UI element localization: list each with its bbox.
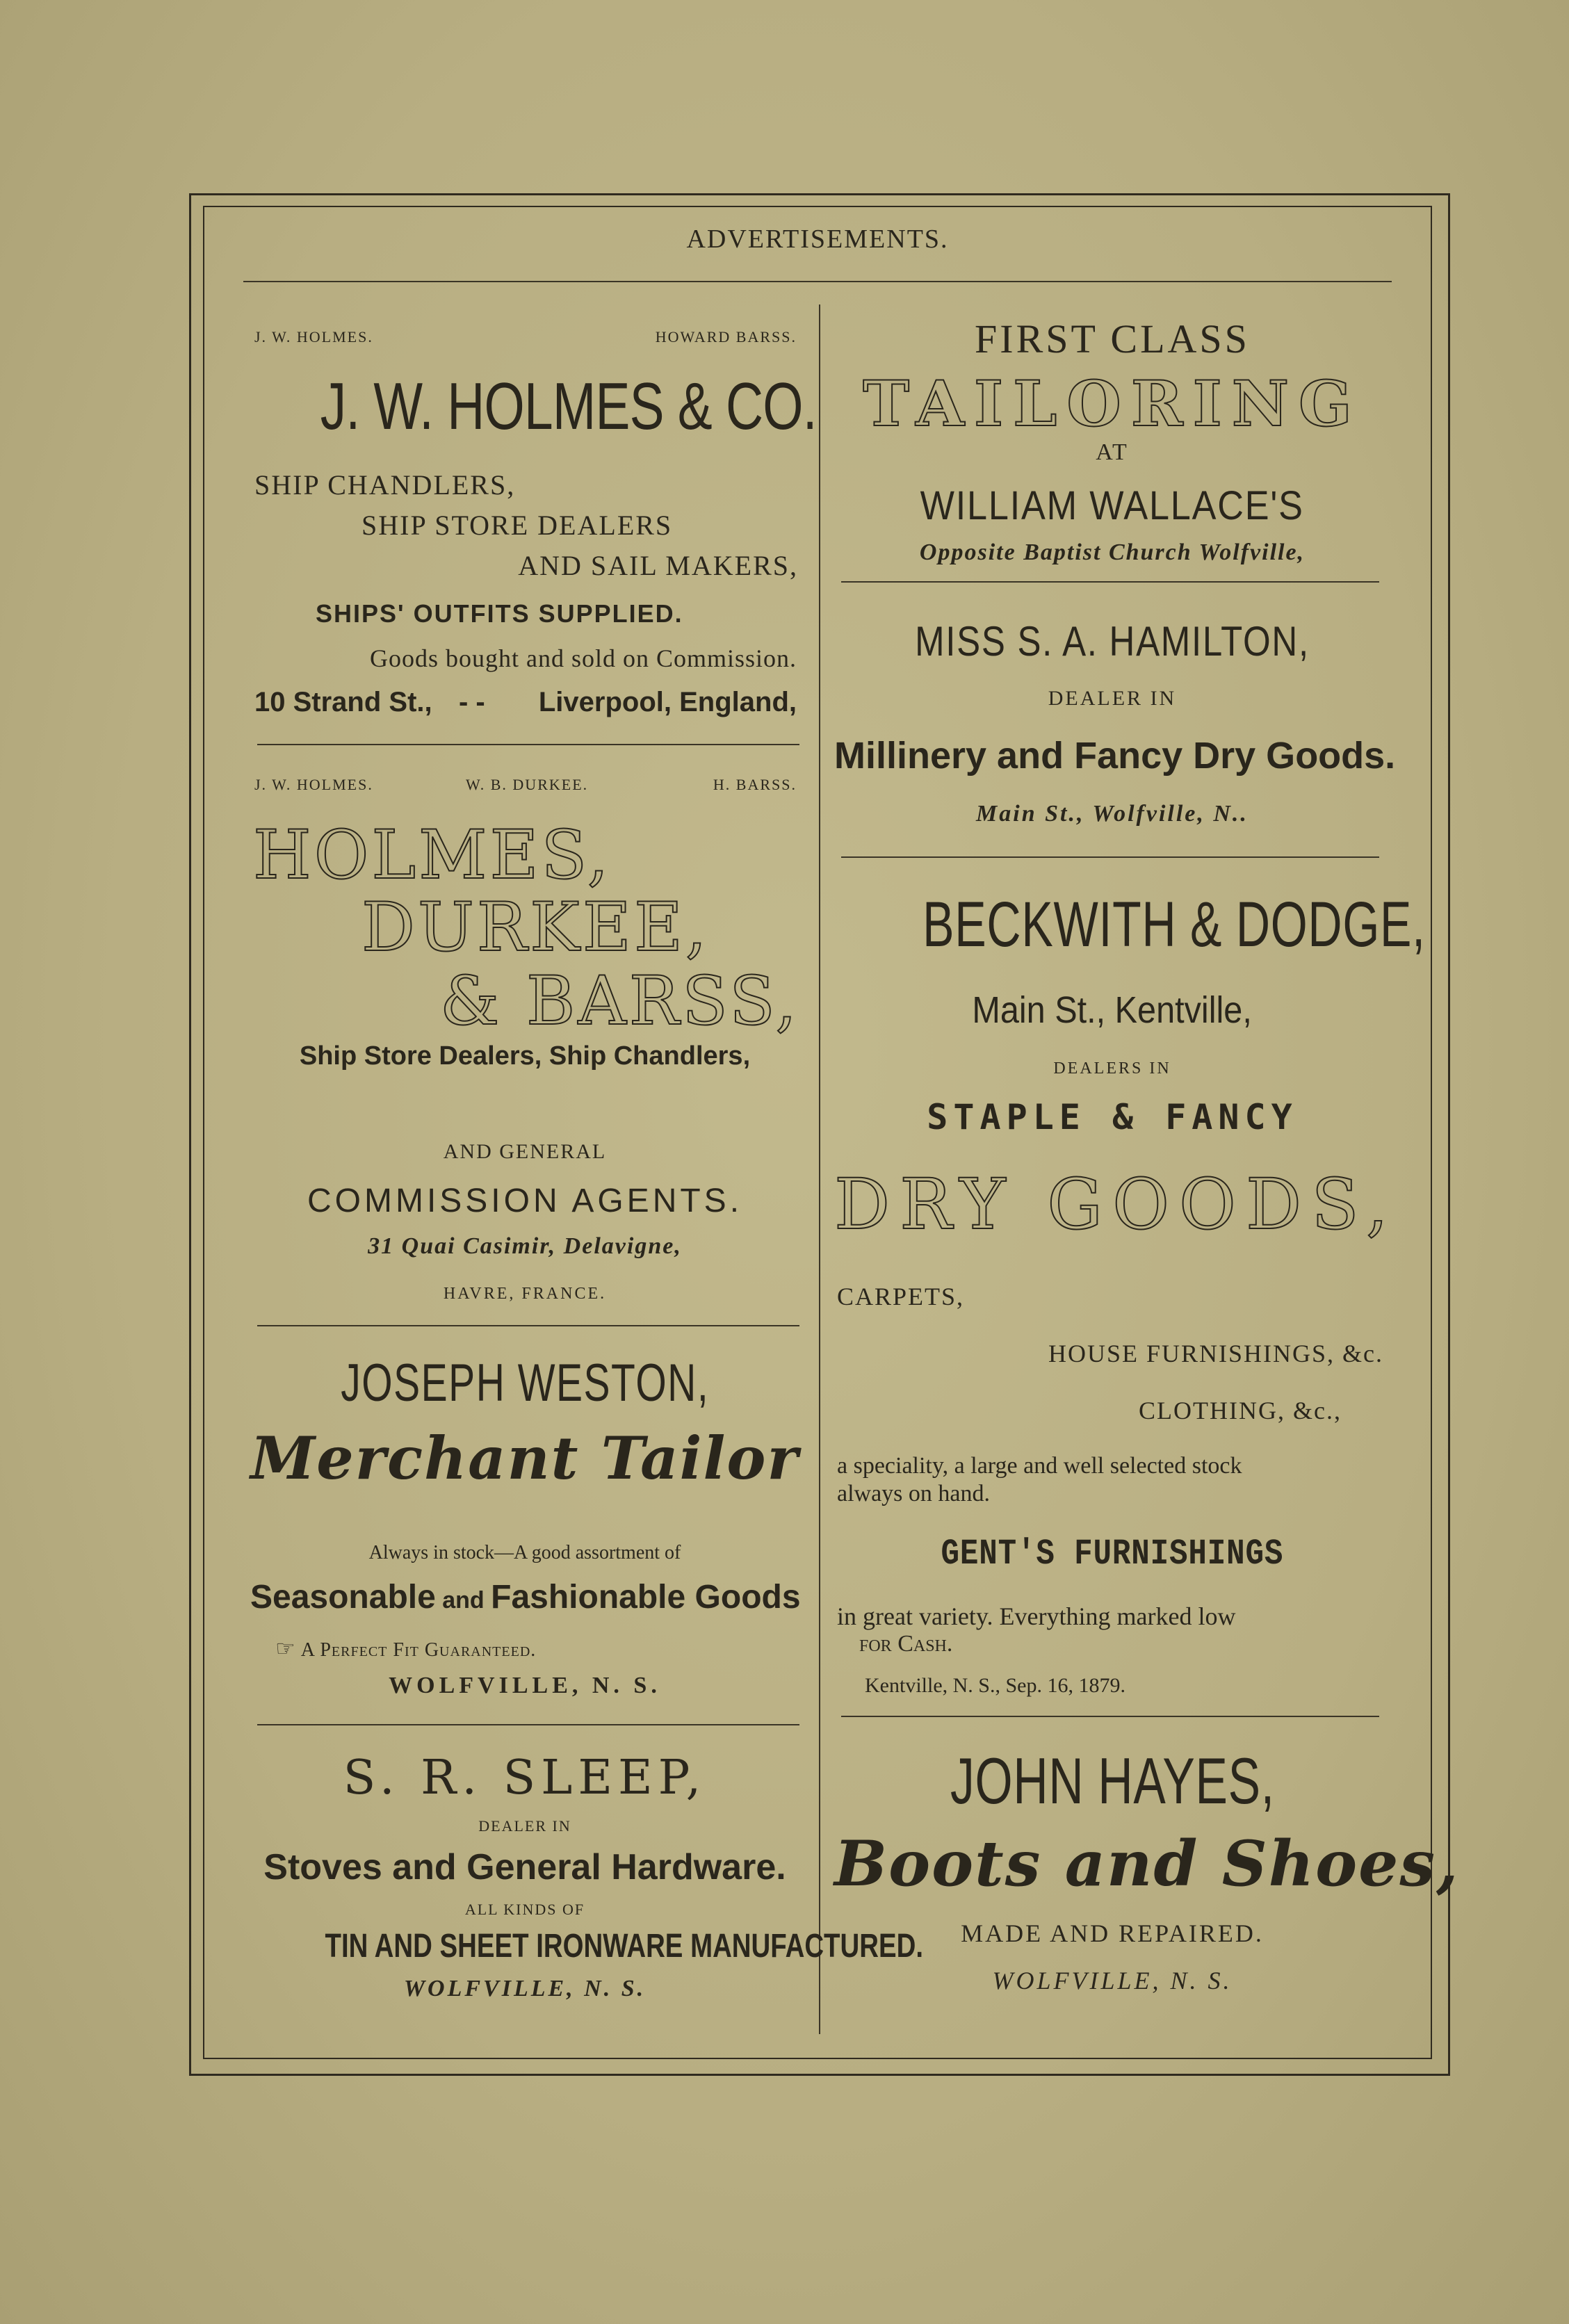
wallace-line1: FIRST CLASS — [975, 316, 1250, 361]
header-rule — [243, 281, 1392, 282]
hdb-name2: DURKEE, — [361, 888, 710, 966]
sleep-name: S. R. SLEEP, — [343, 1750, 707, 1805]
hamilton-name: MISS S. A. HAMILTON, — [915, 618, 1310, 665]
page-header: ADVERTISEMENTS. — [686, 225, 949, 254]
hayes-line2: WOLFVILLE, N. S. — [992, 1967, 1233, 1994]
rule — [841, 856, 1379, 858]
column-divider — [819, 304, 820, 2034]
holmes-addr-left: 10 Strand St., — [254, 687, 432, 717]
sleep-line1: DEALER IN — [478, 1817, 571, 1835]
hdb-name3: & BARSS, — [439, 962, 799, 1040]
partner-left: J. W. HOLMES. — [254, 328, 373, 346]
wallace-line3: AT — [1096, 439, 1129, 465]
hdb-partner3: H. BARSS. — [713, 776, 797, 793]
weston-line3: A Perfect Fit Guaranteed. — [300, 1639, 537, 1661]
hayes-trade: Boots and Shoes, — [834, 1827, 1460, 1901]
hdb-line4: 31 Quai Casimir, Delavigne, — [368, 1233, 682, 1259]
beckwith-line7: CLOTHING, &c., — [1139, 1397, 1342, 1424]
rule — [257, 1325, 799, 1326]
holmes-line1: SHIP CHANDLERS, — [254, 469, 516, 501]
wallace-line2: TAILORING — [863, 367, 1362, 441]
hdb-partner1: J. W. HOLMES. — [254, 776, 373, 793]
ad-holmes-co — [250, 304, 817, 749]
hayes-name: JOHN HAYES, — [950, 1744, 1275, 1817]
hayes-line1: MADE AND REPAIRED. — [961, 1919, 1264, 1947]
sleep-line2: Stoves and General Hardware. — [263, 1847, 786, 1887]
hdb-line3: COMMISSION AGENTS. — [307, 1183, 743, 1219]
beckwith-name: BECKWITH & DODGE, — [922, 889, 1426, 960]
hamilton-line3: Main St., Wolfville, N.. — [976, 801, 1249, 827]
hdb-name1: HOLMES, — [253, 816, 612, 894]
hdb-line5: HAVRE, FRANCE. — [443, 1285, 607, 1303]
sleep-line5: WOLFVILLE, N. S. — [403, 1976, 647, 2001]
beckwith-line9: GENT'S FURNISHINGS — [941, 1534, 1284, 1575]
holmes-line5: Goods bought and sold on Commission. — [369, 644, 797, 672]
weston-line2-c: Fashionable Goods — [491, 1579, 801, 1616]
weston-name: JOSEPH WESTON, — [341, 1354, 709, 1413]
holmes-line3: AND SAIL MAKERS, — [518, 550, 798, 581]
holmes-addr-dash: - - — [459, 687, 485, 717]
beckwith-line8a: a speciality, a large and well selected stock — [837, 1453, 1242, 1479]
firm-name: J. W. HOLMES & CO. — [320, 369, 817, 444]
wallace-line4: WILLIAM WALLACE'S — [920, 483, 1305, 528]
holmes-line4: SHIPS' OUTFITS SUPPLIED. — [316, 599, 683, 628]
rule — [257, 1724, 799, 1725]
rule — [841, 581, 1379, 583]
beckwith-line11: Kentville, N. S., Sep. 16, 1879. — [865, 1674, 1125, 1697]
rule — [257, 744, 799, 745]
sleep-line4: TIN AND SHEET IRONWARE MANUFACTURED. — [325, 1928, 923, 1965]
beckwith-line4: DRY GOODS, — [834, 1164, 1398, 1245]
holmes-addr-right: Liverpool, England, — [538, 687, 797, 717]
beckwith-line10b: for Cash. — [859, 1631, 953, 1657]
beckwith-line6: HOUSE FURNISHINGS, &c. — [1048, 1340, 1383, 1367]
weston-line2-a: Seasonable — [250, 1579, 436, 1616]
weston-line2-b: and — [435, 1587, 491, 1614]
ad-holmes-durkee-barss — [250, 749, 799, 1079]
rule — [841, 1716, 1379, 1717]
beckwith-line8b: always on hand. — [837, 1481, 991, 1506]
hamilton-line2: Millinery and Fancy Dry Goods. — [834, 735, 1396, 777]
sleep-line3: ALL KINDS OF — [464, 1901, 585, 1918]
wallace-line5: Opposite Baptist Church Wolfville, — [919, 539, 1306, 565]
hdb-line2: AND GENERAL — [443, 1140, 607, 1163]
hamilton-line1: DEALER IN — [1048, 687, 1177, 710]
beckwith-line1: Main St., Kentville, — [972, 989, 1253, 1031]
weston-trade: Merchant Tailor — [250, 1424, 799, 1493]
hdb-line1: Ship Store Dealers, Ship Chandlers, — [299, 1041, 751, 1071]
beckwith-line2: DEALERS IN — [1053, 1059, 1171, 1078]
weston-line4: WOLFVILLE, N. S. — [389, 1673, 661, 1698]
holmes-line2: SHIP STORE DEALERS — [361, 510, 673, 541]
hdb-partner2: W. B. DURKEE. — [466, 776, 589, 793]
weston-line1: Always in stock—A good assortment of — [368, 1542, 681, 1563]
beckwith-line10a: in great variety. Everything marked low — [837, 1602, 1236, 1630]
beckwith-line3: STAPLE & FANCY — [927, 1097, 1298, 1137]
pointing-hand-icon: ☞ — [275, 1635, 295, 1661]
partner-right: HOWARD BARSS. — [655, 328, 797, 346]
beckwith-line5: CARPETS, — [837, 1283, 965, 1310]
